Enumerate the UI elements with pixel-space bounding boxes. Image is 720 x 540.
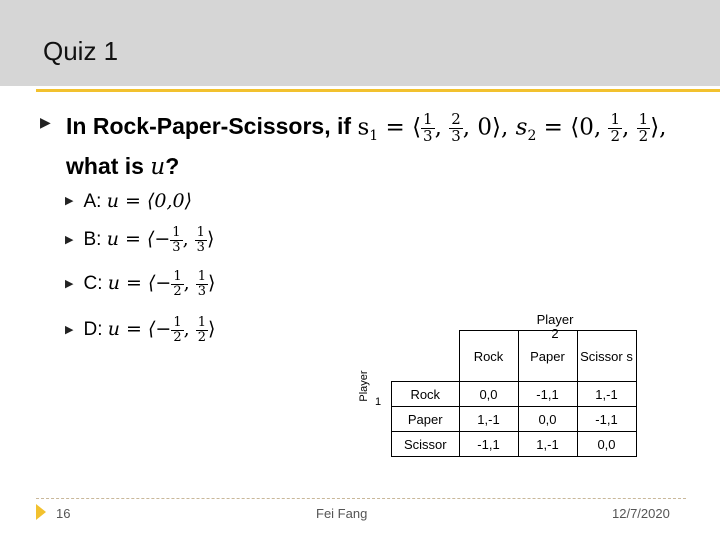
row-header: Paper — [392, 407, 460, 432]
player1-number: 1 — [375, 396, 382, 408]
page-number: 16 — [56, 506, 71, 521]
player2-label: Player 2 — [536, 312, 574, 341]
option-fraction: $\frac{1}{2}$ — [197, 315, 206, 345]
table-corner — [392, 331, 460, 382]
s2-head: = ⟨0, — [536, 114, 609, 141]
fraction-1-2-b: $\frac{1}{2}$ — [638, 110, 649, 145]
option-bullet-icon: ▶ — [65, 195, 74, 208]
footer-author: Fei Fang — [316, 506, 368, 521]
table-cell: 0,0 — [518, 407, 577, 432]
table-row — [392, 432, 637, 457]
separator: , — [622, 114, 637, 141]
fraction-1-3: $\frac{1}{3}$ — [423, 110, 433, 145]
table-cell: 1,-1 — [459, 407, 518, 432]
option-bullet-icon: ▶ — [65, 323, 74, 336]
option-c[interactable]: ▶ C: u = ⟨− $\frac{1}{2}$ , $\frac{1}{3}$ ⟩ — [65, 269, 216, 299]
option-label: D: — [83, 319, 108, 341]
question-text: In Rock-Paper-Scissors, if — [66, 113, 358, 140]
table-cell: -1,1 — [459, 432, 518, 457]
table-cell: 1,-1 — [577, 382, 636, 407]
option-fraction: $\frac{1}{2}$ — [173, 315, 182, 345]
col-header: Paper — [518, 331, 577, 382]
fraction-2-3: $\frac{2}{3}$ — [451, 110, 461, 145]
option-b[interactable]: ▶ B: u = ⟨− $\frac{1}{3}$ , $\frac{1}{3}$ ⟩ — [65, 225, 215, 255]
table-cell: -1,1 — [577, 407, 636, 432]
option-label: B: — [83, 229, 107, 251]
col-header: Rock — [459, 331, 518, 382]
option-fraction: $\frac{1}{3}$ — [172, 225, 181, 255]
option-expression: u = ⟨− — [106, 228, 171, 251]
s1-symbol: s — [357, 114, 370, 141]
option-fraction: $\frac{1}{2}$ — [173, 269, 182, 299]
footer-date: 12/7/2020 — [612, 506, 670, 521]
s1-equals: = ⟨ — [378, 114, 422, 141]
footer-arrow-icon — [36, 504, 46, 520]
question-line-1 — [44, 112, 667, 145]
option-expression: u = ⟨0,0⟩ — [106, 190, 192, 212]
option-a[interactable] — [65, 192, 192, 211]
s1-tail: , 0⟩, — [462, 114, 516, 141]
question-mark: ? — [165, 153, 180, 179]
option-label: A: — [83, 191, 107, 212]
row-header: Scissor — [392, 432, 460, 457]
s2-symbol: s — [515, 114, 528, 141]
option-expression: u = ⟨− — [107, 318, 172, 341]
table-cell: 0,0 — [577, 432, 636, 457]
table-header-row — [392, 331, 637, 382]
u-symbol: u — [150, 154, 166, 180]
accent-line — [36, 89, 720, 92]
separator: , — [434, 114, 450, 141]
option-bullet-icon: ▶ — [65, 277, 74, 290]
s1-subscript: 1 — [369, 127, 379, 144]
question-bullet-icon: ▶ — [40, 114, 51, 130]
footer-divider — [36, 498, 686, 499]
question-text-2: what is — [66, 153, 151, 179]
table-cell: 0,0 — [459, 382, 518, 407]
table-row — [392, 407, 637, 432]
slide-title: Quiz 1 — [43, 36, 119, 66]
fraction-1-2-a: $\frac{1}{2}$ — [610, 110, 621, 145]
s2-subscript: 2 — [527, 127, 537, 144]
option-fraction: $\frac{1}{3}$ — [196, 225, 205, 255]
table-cell: 1,-1 — [518, 432, 577, 457]
table-row — [392, 382, 637, 407]
option-fraction: $\frac{1}{3}$ — [197, 269, 206, 299]
option-label: C: — [83, 273, 108, 295]
question-line-2 — [66, 155, 179, 179]
option-d[interactable]: ▶ D: u = ⟨− $\frac{1}{2}$ , $\frac{1}{2}$ ⟩ — [65, 315, 216, 345]
col-header: Scissor s — [577, 331, 636, 382]
s2-tail: ⟩, — [650, 114, 667, 141]
option-expression: u = ⟨− — [107, 272, 172, 295]
payoff-table — [391, 330, 637, 457]
option-bullet-icon: ▶ — [65, 233, 74, 246]
table-cell: -1,1 — [518, 382, 577, 407]
player1-label: Player — [358, 370, 370, 402]
row-header: Rock — [392, 382, 460, 407]
